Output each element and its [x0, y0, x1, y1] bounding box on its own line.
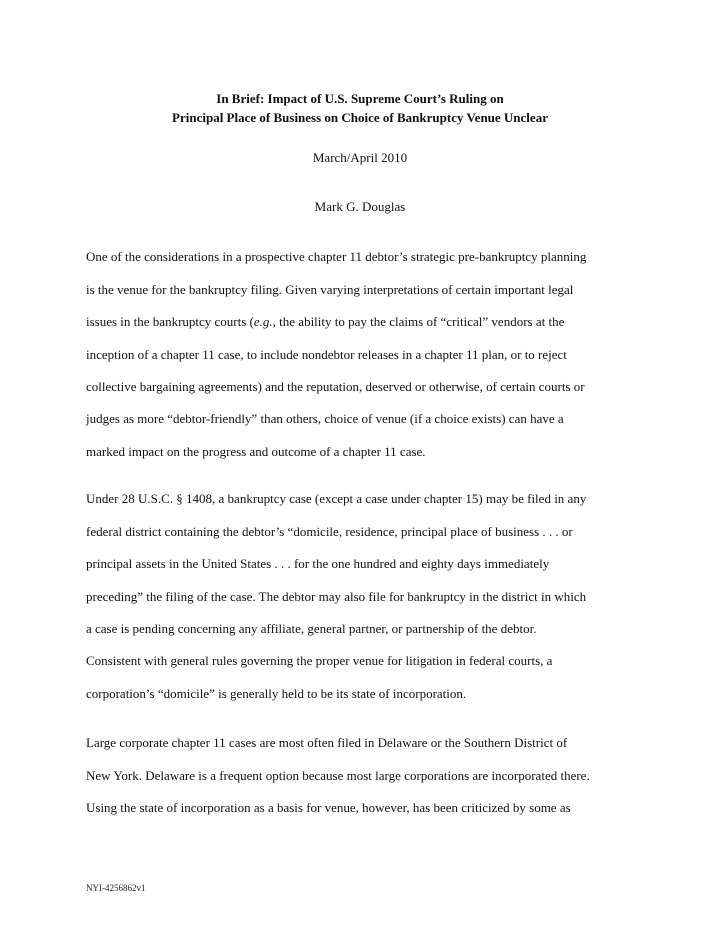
paragraph-line: New York. Delaware is a frequent option because most large corporations are incorporated there.: [86, 768, 590, 783]
paragraph-line: Large corporate chapter 11 cases are most often filed in Delaware or the Southern District of: [86, 735, 568, 750]
title-line-1: In Brief: Impact of U.S. Supreme Court’s Ruling on: [216, 91, 504, 106]
paragraph-line: marked impact on the progress and outcome of a chapter 11 case.: [86, 444, 426, 459]
paragraph-line: [86, 314, 564, 330]
paragraph-line: principal assets in the United States . . . for the one hundred and eighty days immediately: [86, 556, 550, 571]
paragraph-line: collective bargaining agreements) and the reputation, deserved or otherwise, of certain courts or: [86, 379, 585, 394]
text-run: , the ability to pay the claims of “critical” vendors at the: [272, 314, 565, 329]
document-title: [0, 89, 720, 127]
publication-date: March/April 2010: [312, 150, 408, 165]
paragraph-line: inception of a chapter 11 case, to include nondebtor releases in a chapter 11 plan, or to reject: [86, 347, 567, 362]
paragraph-line: corporation’s “domicile” is generally held to be its state of incorporation.: [86, 686, 467, 701]
title-line-2: Principal Place of Business on Choice of Bankruptcy Venue Unclear: [172, 110, 548, 125]
italic-abbreviation: e.g.: [253, 314, 273, 329]
paragraph-line: is the venue for the bankruptcy filing. Given varying interpretations of certain important legal: [86, 282, 574, 297]
author-name: Mark G. Douglas: [314, 199, 406, 214]
paragraph-line: Under 28 U.S.C. § 1408, a bankruptcy case (except a case under chapter 15) may be filed in any: [86, 491, 587, 506]
paragraph-line: Consistent with general rules governing the proper venue for litigation in federal courts, a: [86, 653, 553, 668]
paragraph-line: federal district containing the debtor’s “domicile, residence, principal place of business . . . or: [86, 524, 573, 539]
paragraph-line: Using the state of incorporation as a basis for venue, however, has been criticized by some as: [86, 800, 571, 815]
paragraph-line: a case is pending concerning any affiliate, general partner, or partnership of the debtor.: [86, 621, 537, 636]
text-run: issues in the bankruptcy courts (: [86, 314, 254, 329]
paragraph-line: preceding” the filing of the case. The debtor may also file for bankruptcy in the district in which: [86, 589, 587, 604]
paragraph-line: judges as more “debtor-friendly” than others, choice of venue (if a choice exists) can have a: [86, 411, 564, 426]
document-id-footer: NYI-4256862v1: [86, 883, 146, 893]
paragraph-line: One of the considerations in a prospective chapter 11 debtor’s strategic pre-bankruptcy planning: [86, 249, 587, 264]
